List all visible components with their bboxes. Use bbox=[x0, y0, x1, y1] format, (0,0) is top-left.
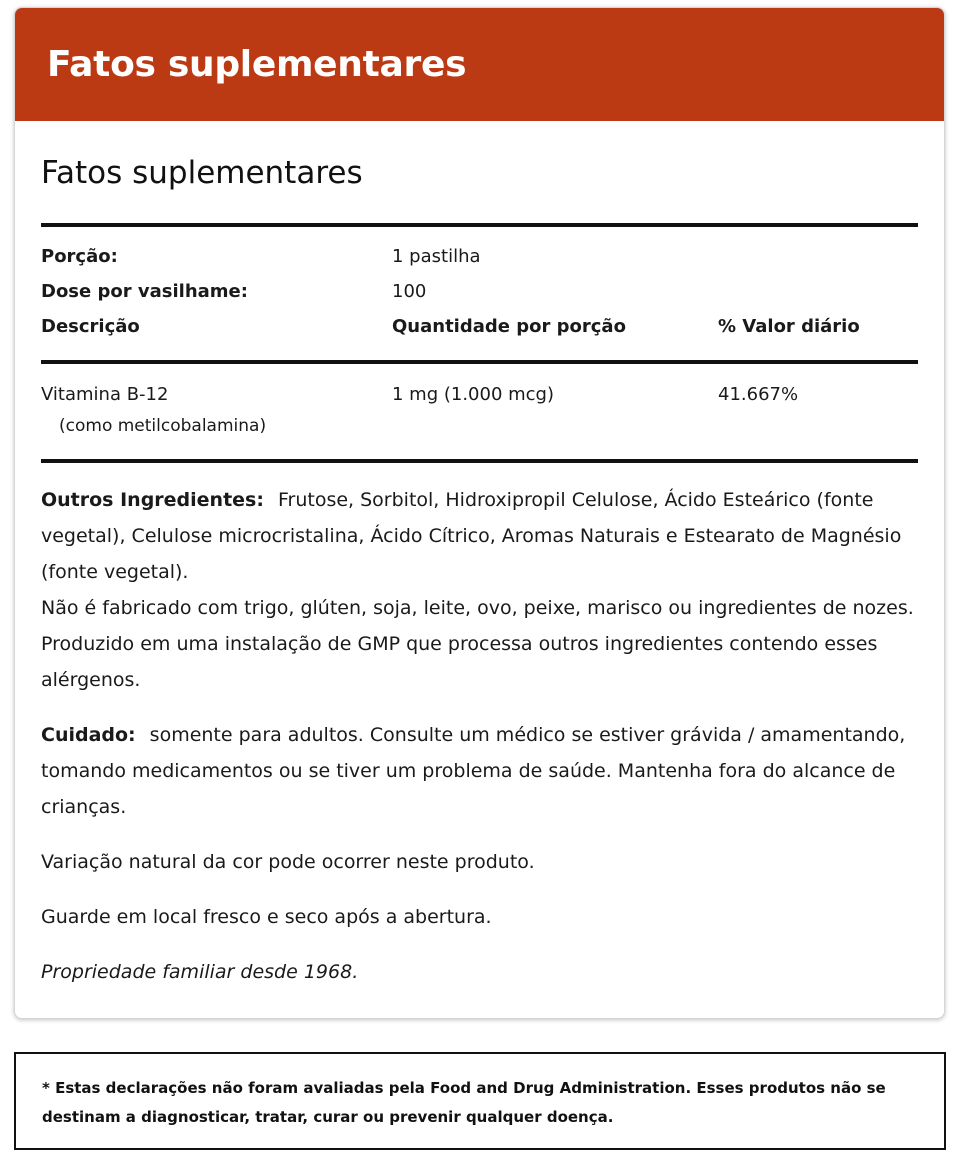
facts-title: Fatos suplementares bbox=[41, 155, 363, 191]
nutrient-source: (como metilcobalamina) bbox=[59, 416, 267, 436]
other-ingredients bbox=[41, 482, 918, 590]
nutrient-daily-value: 41.667% bbox=[718, 384, 799, 405]
card-header-title: Fatos suplementares bbox=[47, 44, 467, 85]
allergen-statement: Não é fabricado com trigo, glúten, soja, leite, ovo, peixe, marisco ou ingredientes de nozes. Produzido em uma instalação de GMP que processa outros ingredientes contendo esses alérgenos. bbox=[41, 597, 914, 691]
ingredients-section bbox=[41, 482, 918, 990]
serving-value: 1 pastilha bbox=[392, 246, 481, 267]
color-variation-note: Variação natural da cor pode ocorrer neste produto. bbox=[41, 851, 535, 873]
fda-disclaimer: * Estas declarações não foram avaliadas pela Food and Drug Administration. Esses produtos não se destinam a diagnosticar, tratar, curar ou prevenir qualquer doença. bbox=[14, 1052, 946, 1150]
storage-note: Guarde em local fresco e seco após a abertura. bbox=[41, 906, 492, 928]
other-ingredients-text: Frutose, Sorbitol, Hidroxipropil Celulose, Ácido Esteárico (fonte vegetal), Celulose microcristalina, Ácido Cítrico, Aromas Naturais e Estearato de Magnésio (fonte vegetal). bbox=[41, 489, 902, 583]
card-body bbox=[15, 155, 944, 990]
caution-text: somente para adultos. Consulte um médico se estiver grávida / amamentando, tomando medicamentos ou se tiver um problema de saúde. Mantenha fora do alcance de crianças. bbox=[41, 724, 906, 818]
col-description: Descrição bbox=[41, 316, 140, 337]
card-header bbox=[15, 8, 944, 121]
column-header-row bbox=[41, 315, 918, 350]
nutrient-amount: 1 mg (1.000 mcg) bbox=[392, 384, 555, 405]
serving-info bbox=[41, 227, 918, 350]
caution bbox=[41, 717, 918, 825]
serving-label: Porção: bbox=[41, 246, 118, 267]
servings-label: Dose por vasilhame: bbox=[41, 281, 248, 302]
col-daily-value: % Valor diário bbox=[718, 316, 860, 337]
family-owned-note: Propriedade familiar desde 1968. bbox=[41, 961, 359, 983]
supplement-facts-card bbox=[14, 7, 945, 1019]
caution-label: Cuidado: bbox=[41, 724, 136, 746]
servings-value: 100 bbox=[392, 281, 427, 302]
serving-row bbox=[41, 245, 918, 280]
other-ingredients-label: Outros Ingredientes: bbox=[41, 489, 264, 511]
nutrient-name: Vitamina B-12 bbox=[41, 384, 169, 405]
col-amount: Quantidade por porção bbox=[392, 316, 626, 337]
nutrient-row bbox=[41, 364, 918, 459]
divider-bottom bbox=[41, 459, 918, 463]
servings-per-container-row bbox=[41, 280, 918, 315]
